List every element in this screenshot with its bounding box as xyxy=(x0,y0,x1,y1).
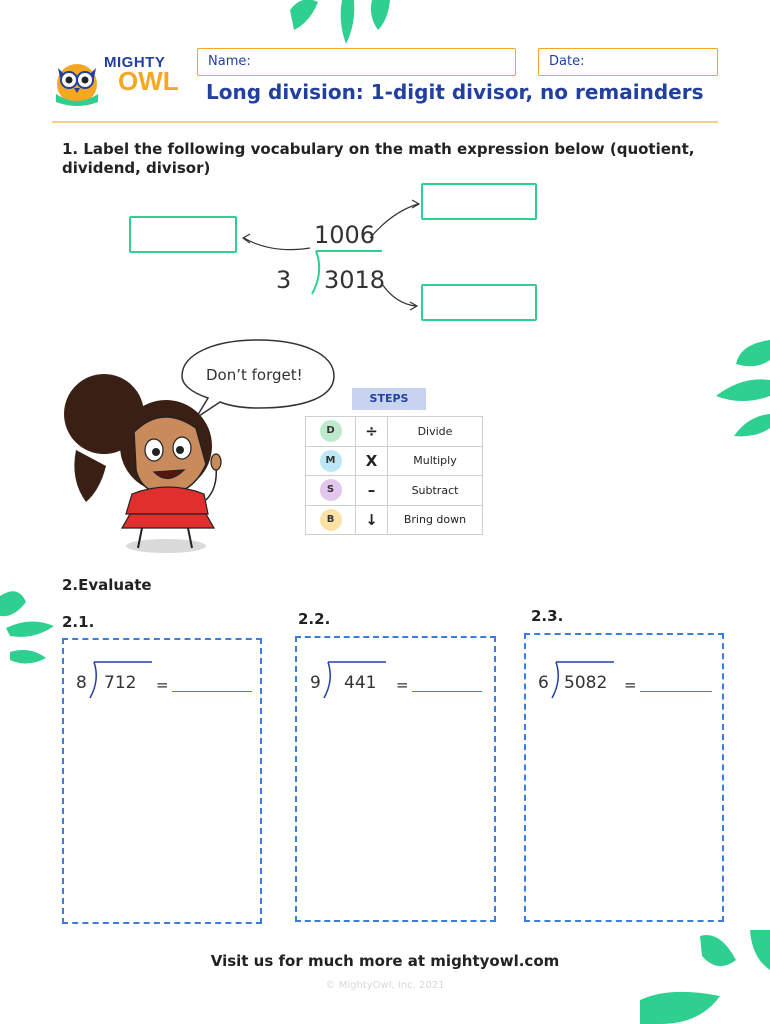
owl-icon xyxy=(52,56,102,106)
step-row-multiply xyxy=(306,446,483,476)
problem-2-2-label: 2.2. xyxy=(298,610,331,628)
leaf-decoration-bottom xyxy=(640,930,770,1024)
name-label: Name: xyxy=(208,54,251,69)
leaf-decoration-right xyxy=(712,336,770,440)
girl-character-illustration xyxy=(56,370,232,556)
step-row-bring-down xyxy=(306,505,483,535)
logo-text-mighty: MIGHTY xyxy=(104,54,166,71)
answer-box-quotient[interactable] xyxy=(421,183,537,220)
quotient-value: 1006 xyxy=(314,221,376,249)
divide-symbol-icon: ÷ xyxy=(356,417,388,447)
dividend-value: 3018 xyxy=(324,266,386,294)
step-badge-s: S xyxy=(320,479,342,501)
arrows-q1 xyxy=(236,196,426,316)
step-label-divide: Divide xyxy=(388,417,483,447)
step-label-bring-down: Bring down xyxy=(388,505,483,535)
problem-2-1-equals: = xyxy=(156,676,169,694)
page-title: Long division: 1-digit divisor, no remainders xyxy=(206,80,704,104)
step-row-divide xyxy=(306,417,483,447)
leaf-decoration-top xyxy=(280,0,400,48)
steps-table xyxy=(305,416,483,535)
question-2-title: 2.Evaluate xyxy=(62,576,152,594)
problem-2-1-divisor: 8 xyxy=(76,673,87,693)
problem-2-3-divisor: 6 xyxy=(538,673,549,693)
copyright-text: © MightyOwl, Inc. 2021 xyxy=(325,980,445,991)
problem-2-3-dividend: 5082 xyxy=(564,673,608,693)
answer-blank-2-1[interactable] xyxy=(172,690,252,692)
footer-link[interactable]: Visit us for much more at mightyowl.com xyxy=(210,952,560,970)
minus-symbol-icon: – xyxy=(356,476,388,506)
problem-2-2-divisor: 9 xyxy=(310,673,321,693)
answer-blank-2-2[interactable] xyxy=(412,690,482,692)
name-field[interactable] xyxy=(197,48,516,76)
problem-2-3-label: 2.3. xyxy=(531,607,564,625)
date-label: Date: xyxy=(549,54,585,69)
answer-box-divisor[interactable] xyxy=(129,216,237,253)
problem-2-2-equals: = xyxy=(396,676,409,694)
speech-text: Don’t forget! xyxy=(206,366,303,384)
problem-2-2-dividend: 441 xyxy=(344,673,377,693)
problem-2-3-equals: = xyxy=(624,676,637,694)
question-1-prompt: 1. Label the following vocabulary on the math expression below (quotient, dividend, divisor) xyxy=(62,140,695,177)
date-field[interactable] xyxy=(538,48,718,76)
answer-blank-2-3[interactable] xyxy=(640,690,712,692)
leaf-decoration-left xyxy=(0,588,60,672)
step-badge-d: D xyxy=(320,420,342,442)
mighty-owl-logo[interactable] xyxy=(52,52,188,108)
step-label-subtract: Subtract xyxy=(388,476,483,506)
answer-box-dividend[interactable] xyxy=(421,284,537,321)
steps-title: STEPS xyxy=(352,388,426,410)
down-arrow-icon: ↓ xyxy=(356,505,388,535)
step-badge-b: B xyxy=(320,509,342,531)
step-label-multiply: Multiply xyxy=(388,446,483,476)
problem-2-1-label: 2.1. xyxy=(62,613,95,631)
multiply-symbol-icon: X xyxy=(356,446,388,476)
problem-2-1-dividend: 712 xyxy=(104,673,137,693)
divisor-value: 3 xyxy=(276,266,292,294)
header-divider xyxy=(52,121,718,123)
step-row-subtract xyxy=(306,476,483,506)
logo-text-owl: OWL xyxy=(118,66,179,96)
step-badge-m: M xyxy=(320,450,342,472)
